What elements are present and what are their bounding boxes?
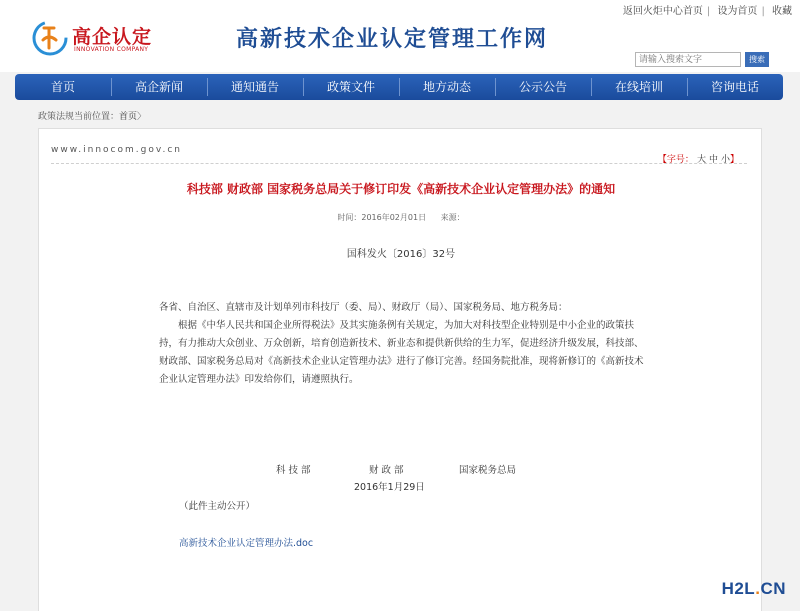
- search-button[interactable]: 搜索: [745, 52, 769, 67]
- watermark-logo: [722, 579, 786, 599]
- nav-training[interactable]: 在线培训: [591, 74, 687, 100]
- logo-mark-icon: [30, 18, 70, 58]
- nav-phone[interactable]: 咨询电话: [687, 74, 783, 100]
- article-time: 时间：2016年02月01日: [337, 213, 427, 222]
- site-logo[interactable]: [30, 18, 155, 58]
- article-source: 来源：: [440, 213, 465, 222]
- signer-mof: 财 政 部: [369, 465, 404, 476]
- public-note: （此件主动公开）: [179, 501, 256, 512]
- top-links: 返回火炬中心首页 | 设为首页 | 收藏: [622, 6, 792, 17]
- watermark-cn: CN: [760, 579, 786, 598]
- site-title: 高新技术企业认定管理工作网: [236, 26, 549, 52]
- nav-home[interactable]: 首页: [50, 80, 75, 94]
- main-nav: [15, 74, 783, 100]
- nav-news[interactable]: 高企新闻: [111, 74, 207, 100]
- font-size-medium[interactable]: 中: [708, 155, 718, 165]
- watermark-h2l: H2L: [721, 579, 756, 598]
- top-link-torch-home[interactable]: 返回火炬中心首页: [622, 6, 703, 17]
- signer-sat: 国家税务总局: [459, 465, 517, 476]
- breadcrumb: [38, 109, 146, 122]
- nav-public[interactable]: 公示公告: [495, 74, 591, 100]
- font-size-large[interactable]: 大: [696, 155, 706, 165]
- top-link-set-homepage[interactable]: 设为首页: [717, 6, 758, 17]
- attachment-link[interactable]: 高新技术企业认定管理办法.doc: [179, 538, 314, 549]
- issue-date: 2016年1月29日: [354, 482, 425, 493]
- breadcrumb-home[interactable]: 首页: [119, 112, 138, 122]
- font-size-close: 】: [729, 155, 739, 165]
- nav-notices[interactable]: 通知通告: [207, 74, 303, 100]
- nav-policy[interactable]: 政策文件: [303, 74, 399, 100]
- site-domain: www.innocom.gov.cn: [51, 145, 182, 155]
- top-link-bookmark[interactable]: 收藏: [772, 6, 792, 17]
- article-title: 科技部 财政部 国家税务总局关于修订印发《高新技术企业认定管理办法》的通知: [186, 182, 616, 196]
- signer-most: 科 技 部: [276, 465, 311, 476]
- logo-text: 高企认定: [72, 26, 153, 48]
- logo-subtext: INNOVATION COMPANY: [74, 46, 149, 53]
- article-panel: [38, 128, 762, 611]
- salutation: 各省、自治区、直辖市及计划单列市科技厅（委、局）、财政厅（局）、国家税务局、地方税务局：: [159, 302, 568, 313]
- font-size-small[interactable]: 小: [720, 155, 730, 165]
- watermark-dot: .: [755, 579, 761, 598]
- header: [0, 0, 800, 72]
- font-size-label: 【字号：: [657, 155, 694, 165]
- search-input[interactable]: [635, 52, 741, 67]
- breadcrumb-prefix: 政策法规当前位置：: [38, 112, 120, 122]
- breadcrumb-arrow: 〉: [137, 112, 147, 122]
- document-number: 国科发火〔2016〕32号: [346, 249, 456, 260]
- article-body: [159, 299, 649, 389]
- nav-local[interactable]: 地方动态: [399, 74, 495, 100]
- article-meta: [39, 212, 763, 223]
- divider: [51, 163, 747, 164]
- body-paragraph: 根据《中华人民共和国企业所得税法》及其实施条例有关规定，为加大对科技型企业特别是中小企业的政策扶持，有力推动大众创业、万众创新，培育创造新技术、新业态和提供新供给的生力军，促进经济升级发展，科技部、财政部、国家税务总局对《高新技术企业认定管理办法》进行了修订完善。经国务院批准，现将新修订的《高新技术企业认定管理办法》印发给你们，请遵照执行。: [159, 320, 644, 385]
